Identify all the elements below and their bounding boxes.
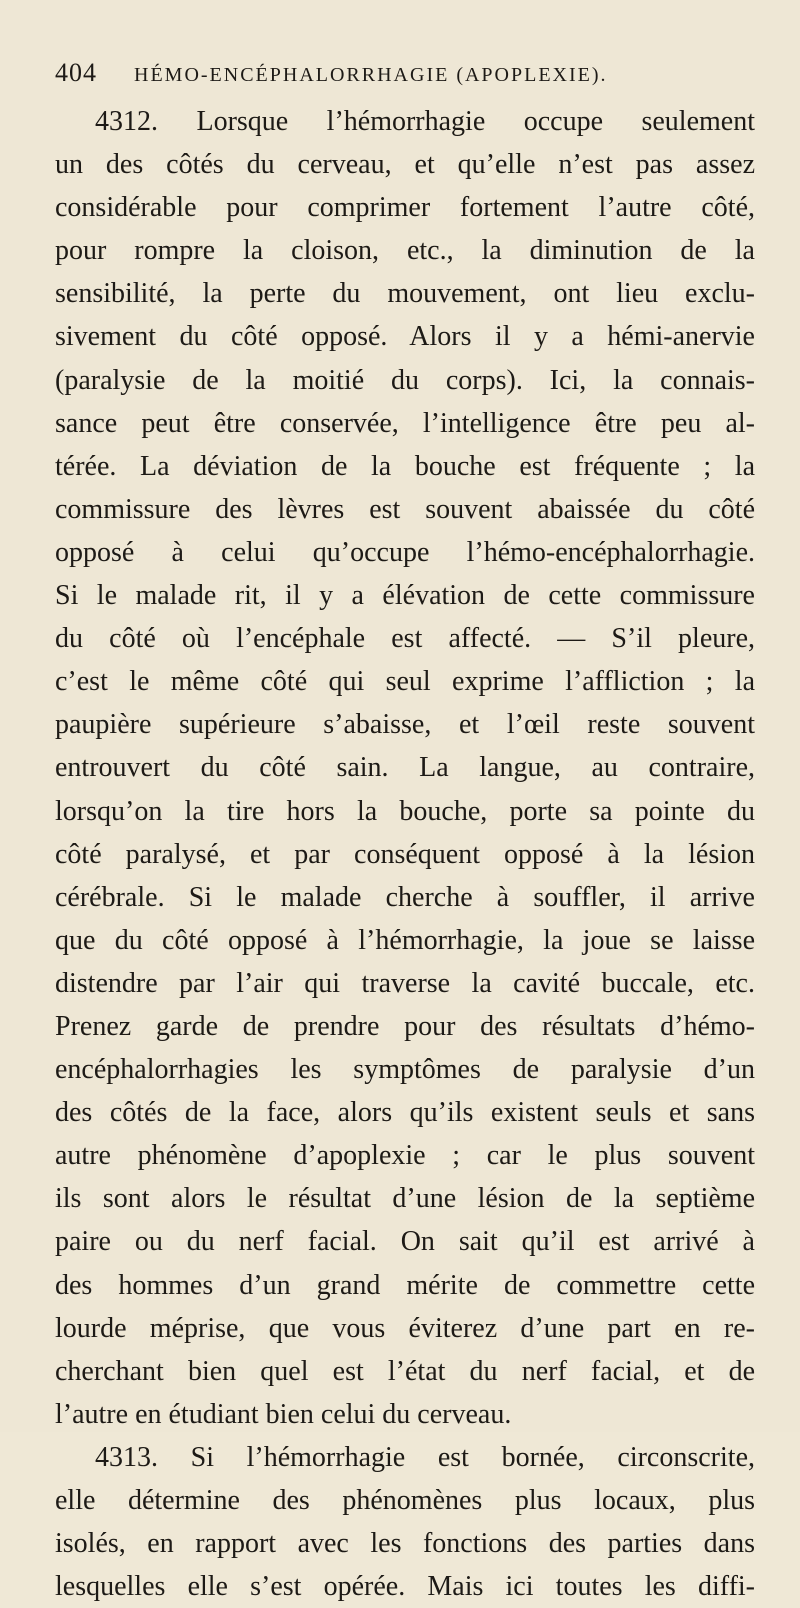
text-line: (paralysie de la moitié du corps). Ici, la connais- [55,364,755,396]
text-line: lourde méprise, que vous éviterez d’une part en re- [55,1312,755,1344]
text-line: paire ou du nerf facial. On sait qu’il est arrivé à [55,1226,755,1258]
text-line: pour rompre la cloison, etc., la diminution de la [55,235,755,267]
text-line: ils sont alors le résultat d’une lésion de la septième [55,1183,755,1215]
text-line: commissure des lèvres est souvent abaissée du côté [55,493,755,525]
text-line: côté paralysé, et par conséquent opposé à la lésion [55,838,755,870]
text-line: entrouvert du côté sain. La langue, au contraire, [55,752,755,784]
text-line: encéphalorrhagies les symptômes de paralysie d’un [55,1054,755,1086]
text-line: distendre par l’air qui traverse la cavité buccale, etc. [55,967,755,999]
page-number: 404 [55,58,97,87]
text-line: c’est le même côté qui seul exprime l’affliction ; la [55,666,755,698]
text-line: 4312. Lorsque l’hémorrhagie occupe seulement [95,106,755,137]
text-line: autre phénomène d’apoplexie ; car le plus souvent [55,1140,755,1172]
text-line: cherchant bien quel est l’état du nerf facial, et de [55,1355,755,1387]
text-line: sivement du côté opposé. Alors il y a hémi-anervie [55,321,755,353]
text-line: que du côté opposé à l’hémorrhagie, la joue se laisse [55,924,755,956]
text-line: cérébrale. Si le malade cherche à souffler, il arrive [55,881,755,913]
page-header [55,58,755,98]
text-line: sance peut être conservée, l’intelligence être peu al- [55,407,755,439]
body-text [55,100,755,1608]
text-line: térée. La déviation de la bouche est fréquente ; la [55,450,755,482]
text-line: lesquelles elle s’est opérée. Mais ici toutes les diffi- [55,1571,755,1603]
text-line: Prenez garde de prendre pour des résultats d’hémo- [55,1010,755,1042]
text-line: sensibilité, la perte du mouvement, ont lieu exclu- [55,278,755,310]
text-line: l’autre en étudiant bien celui du cerveau. [55,1398,512,1430]
text-line: elle détermine des phénomènes plus locaux, plus [55,1485,755,1516]
text-line: lorsqu’on la tire hors la bouche, porte sa pointe du [55,795,755,827]
text-line: du côté où l’encéphale est affecté. — S’il pleure, [55,623,755,655]
text-line: considérable pour comprimer fortement l’autre côté, [55,192,755,224]
text-line: paupière supérieure s’abaisse, et l’œil reste souvent [55,709,755,741]
text-line: isolés, en rapport avec les fonctions des parties dans [55,1528,755,1560]
text-line: un des côtés du cerveau, et qu’elle n’est pas assez [55,149,755,181]
text-line: des hommes d’un grand mérite de commettre cette [55,1269,755,1301]
running-title: HÉMO-ENCÉPHALORRHAGIE (APOPLEXIE). [134,64,608,86]
text-line: des côtés de la face, alors qu’ils existent seuls et sans [55,1097,755,1129]
text-line: 4313. Si l’hémorrhagie est bornée, circonscrite, [95,1441,755,1473]
text-line: Si le malade rit, il y a élévation de cette commissure [55,580,755,612]
text-line: opposé à celui qu’occupe l’hémo-encéphalorrhagie. [55,536,755,568]
